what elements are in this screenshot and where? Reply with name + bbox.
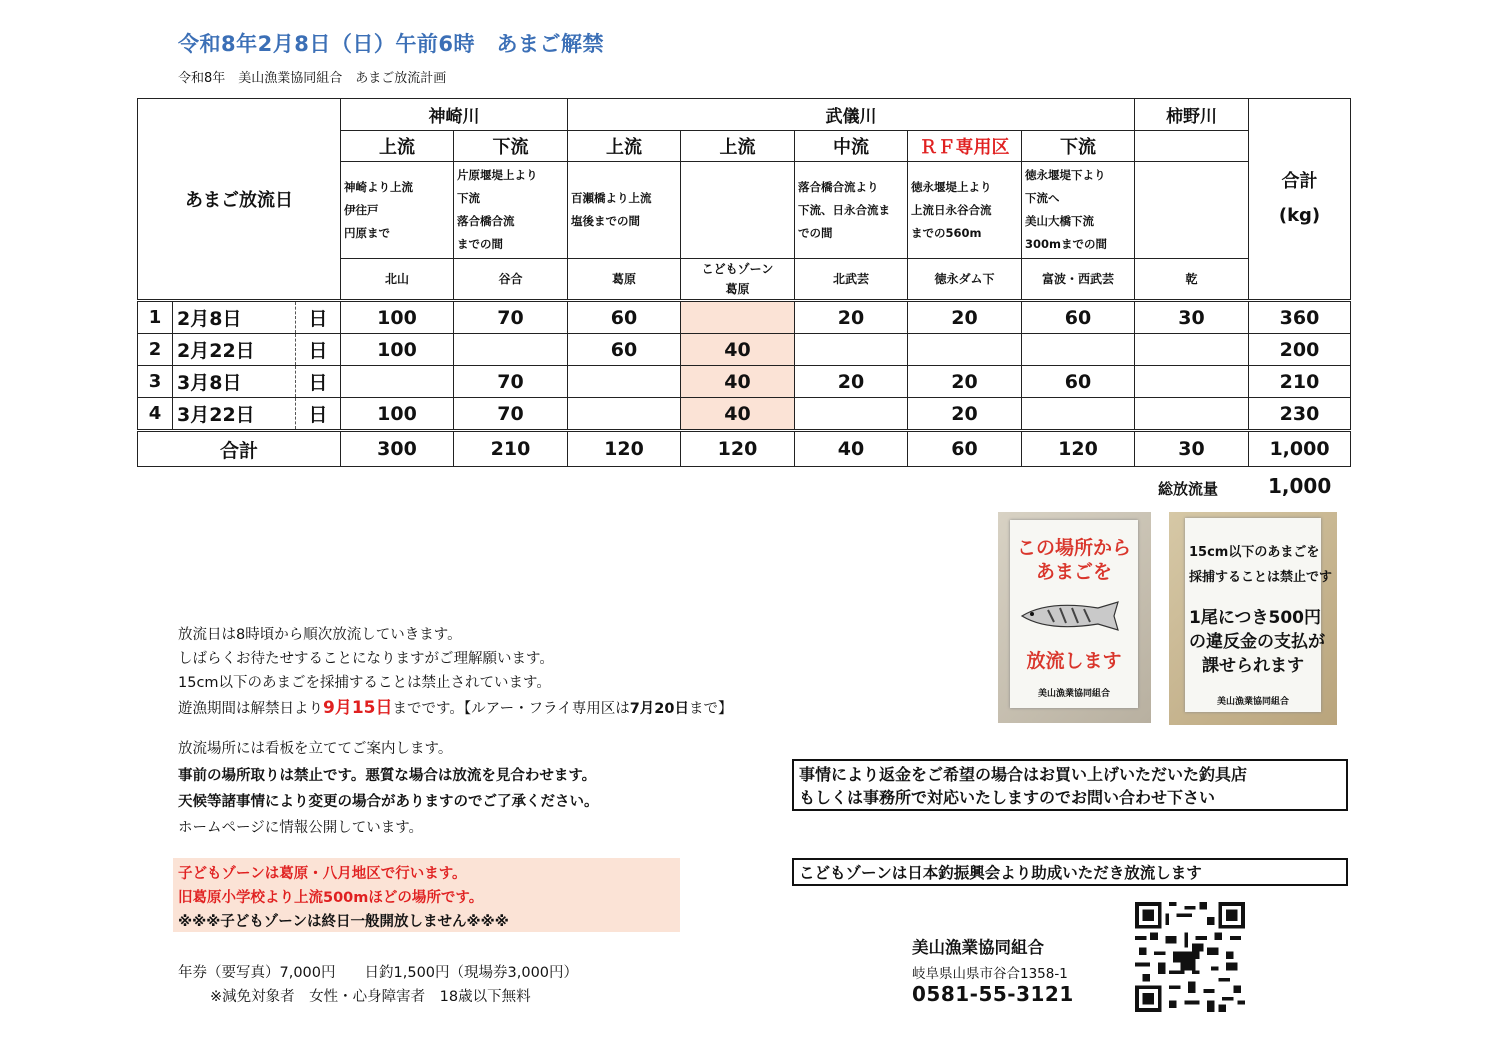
note-line-2: しばらくお待たせすることになりますがご理解願います。 [178, 651, 554, 667]
row-value: 40 [681, 334, 795, 366]
table-row [138, 366, 1351, 398]
row-value: 70 [454, 301, 568, 334]
place-line: 徳永ダム下 [934, 272, 995, 286]
row-value: 20 [908, 398, 1022, 431]
place-line: 北武芸 [832, 272, 869, 286]
row-value: 100 [341, 301, 454, 334]
kids-zone-line-1: 子どもゾーンは葛原・八月地区で行います。 [178, 866, 467, 882]
table-row [138, 398, 1351, 431]
sum-header: 合計 (kg) [1249, 99, 1351, 301]
place-line: 葛原 [611, 272, 636, 286]
totals-value: 210 [454, 431, 568, 467]
stocking-schedule-table [137, 98, 1351, 467]
note-line-5: 放流場所には看板を立ててご案内します。 [178, 741, 453, 757]
row-value: 60 [1022, 366, 1135, 398]
row-date: 2月8日 [173, 301, 296, 334]
kids-zone-line-2: 旧葛原小学校より上流500mほどの場所です。 [178, 890, 484, 906]
row-value: 40 [681, 398, 795, 431]
subsidy-notice-box: こどもゾーンは日本釣振興会より助成いただき放流します [792, 858, 1348, 886]
row-value: 30 [1135, 301, 1249, 334]
range-line: での間 [798, 225, 833, 240]
note-line-8: ホームページに情報公開しています。 [178, 820, 424, 836]
range-line: までの560m [911, 225, 982, 240]
row-weekday: 日 [296, 301, 341, 334]
range-description [1135, 162, 1249, 259]
range-line: までの間 [457, 237, 503, 251]
place-name [1022, 259, 1135, 301]
sign-photo-release: この場所から あまごを 放流します 美山漁業協同組合 [998, 512, 1151, 723]
section-header: 下流 [1022, 131, 1135, 162]
range-line: 片原堰堤上より [457, 168, 538, 182]
place-line: こどもゾーン [701, 262, 774, 276]
table-row [138, 301, 1351, 334]
river-kakino: 柿野川 [1135, 99, 1249, 131]
sign-photo-size-limit: 15cm以下のあまごを 採捕することは禁止です 1尾につき500円 の違反金の支払が 課せられます 美山漁業協同組合 [1169, 512, 1337, 725]
section-header: 上流 [681, 131, 795, 162]
row-value [568, 366, 681, 398]
range-line: 上流日永谷合流 [911, 202, 992, 217]
qr-code-icon[interactable] [1132, 902, 1248, 1012]
row-number: 1 [138, 301, 173, 334]
row-value [908, 334, 1022, 366]
section-header: ＲＦ専用区 [908, 131, 1022, 162]
row-value: 60 [568, 334, 681, 366]
fee-line-1: 年券（要写真）7,000円 日釣1,500円（現場券3,000円） [178, 965, 579, 981]
note-line-7: 天候等諸事情により変更の場合がありますのでご了承ください。 [178, 794, 599, 810]
fee-line-2: ※減免対象者 女性・心身障害者 18歳以下無料 [210, 989, 531, 1005]
place-line: 乾 [1185, 272, 1198, 286]
range-line: 神崎より上流 [344, 179, 413, 194]
fish-icon [1018, 596, 1132, 636]
contact-org: 美山漁業協同組合 [912, 938, 1044, 957]
range-line: 下流、日永合流ま [798, 202, 890, 217]
row-number: 4 [138, 398, 173, 431]
place-name [454, 259, 568, 301]
row-value: 60 [568, 301, 681, 334]
row-value: 20 [795, 366, 908, 398]
page-subtitle: 令和8年 美山漁業協同組合 あまご放流計画 [178, 71, 447, 86]
row-date: 3月22日 [173, 398, 296, 431]
grand-total-value: 1,000 [1268, 474, 1332, 498]
range-description [1022, 162, 1135, 259]
totals-value: 300 [341, 431, 454, 467]
range-line: 落合橋合流 [457, 214, 515, 228]
totals-label: 合計 [138, 431, 341, 467]
contact-phone: 0581-55-3121 [912, 982, 1074, 1006]
range-line: 300mまでの間 [1025, 237, 1107, 251]
note-line-3: 15cm以下のあまごを採捕することは禁止されています。 [178, 675, 551, 691]
row-value [681, 301, 795, 334]
range-line: 伊往戸 [344, 202, 379, 217]
river-mugi: 武儀川 [568, 99, 1135, 131]
place-name [341, 259, 454, 301]
totals-value: 60 [908, 431, 1022, 467]
row-value [341, 366, 454, 398]
range-description [568, 162, 681, 259]
place-name [568, 259, 681, 301]
row-value: 100 [341, 398, 454, 431]
note-line-6: 事前の場所取りは禁止です。悪質な場合は放流を見合わせます。 [178, 768, 597, 784]
totals-row [138, 431, 1351, 467]
table-row [138, 334, 1351, 366]
contact-address: 岐阜県山県市谷合1358-1 [912, 966, 1068, 982]
place-name [1135, 259, 1249, 301]
row-total: 360 [1249, 301, 1351, 334]
row-value: 100 [341, 334, 454, 366]
range-description [341, 162, 454, 259]
place-line: 葛原 [725, 282, 750, 296]
row-total: 200 [1249, 334, 1351, 366]
row-date: 2月22日 [173, 334, 296, 366]
row-value: 40 [681, 366, 795, 398]
row-total: 210 [1249, 366, 1351, 398]
range-description [454, 162, 568, 259]
row-value: 70 [454, 398, 568, 431]
range-line: 徳永堰堤上より [911, 179, 992, 194]
page-title: 令和8年2月8日（日）午前6時 あまご解禁 [178, 32, 604, 56]
range-line: 下流へ [1025, 191, 1060, 205]
row-number: 2 [138, 334, 173, 366]
river-kanzaki: 神崎川 [341, 99, 568, 131]
row-value: 60 [1022, 301, 1135, 334]
row-value: 70 [454, 366, 568, 398]
totals-value: 40 [795, 431, 908, 467]
range-line: 美山大橋下流 [1025, 214, 1094, 228]
range-description [908, 162, 1022, 259]
range-line: 徳永堰堤下より [1025, 168, 1106, 182]
row-value [795, 398, 908, 431]
row-weekday: 日 [296, 366, 341, 398]
row-value: 20 [908, 366, 1022, 398]
row-number: 3 [138, 366, 173, 398]
totals-value: 120 [681, 431, 795, 467]
row-value [454, 334, 568, 366]
row-value: 20 [795, 301, 908, 334]
row-total: 230 [1249, 398, 1351, 431]
row-value [1022, 398, 1135, 431]
totals-value: 120 [568, 431, 681, 467]
row-value [795, 334, 908, 366]
row-value [1135, 398, 1249, 431]
totals-total: 1,000 [1249, 431, 1351, 467]
range-line: 円原まで [344, 225, 390, 240]
row-value [1135, 366, 1249, 398]
range-description [681, 162, 795, 259]
row-value [1022, 334, 1135, 366]
refund-notice-box: 事情により返金をご希望の場合はお買い上げいただいた釣具店 もしくは事務所で対応いたしますのでお問い合わせ下さい [792, 759, 1348, 811]
place-name [795, 259, 908, 301]
corner-label: あまご放流日 [138, 99, 341, 301]
section-header [1135, 131, 1249, 162]
totals-value: 30 [1135, 431, 1249, 467]
totals-value: 120 [1022, 431, 1135, 467]
range-line: 下流 [457, 191, 480, 205]
row-value [568, 398, 681, 431]
range-line: 塩後までの間 [571, 214, 640, 228]
row-value [1135, 334, 1249, 366]
range-description [795, 162, 908, 259]
row-weekday: 日 [296, 398, 341, 431]
range-line: 落合橋合流より [798, 179, 879, 194]
section-header: 上流 [568, 131, 681, 162]
row-value: 20 [908, 301, 1022, 334]
section-header: 中流 [795, 131, 908, 162]
kids-zone-line-3: ※※※子どもゾーンは終日一般開放しません※※※ [178, 914, 509, 930]
range-line: 百瀬橋より上流 [571, 191, 652, 205]
place-line: 富波・西武芸 [1041, 272, 1114, 286]
note-season: 遊漁期間は解禁日より9月15日までです。【ルアー・フライ専用区は7月20日まで】 [178, 698, 733, 718]
row-weekday: 日 [296, 334, 341, 366]
grand-total-label: 総放流量 [1158, 480, 1219, 498]
row-date: 3月8日 [173, 366, 296, 398]
section-header: 上流 [341, 131, 454, 162]
place-name [681, 259, 795, 301]
note-line-1: 放流日は8時頃から順次放流していきます。 [178, 627, 462, 643]
section-header: 下流 [454, 131, 568, 162]
place-name [908, 259, 1022, 301]
place-line: 北山 [384, 272, 409, 286]
place-line: 谷合 [498, 272, 523, 286]
